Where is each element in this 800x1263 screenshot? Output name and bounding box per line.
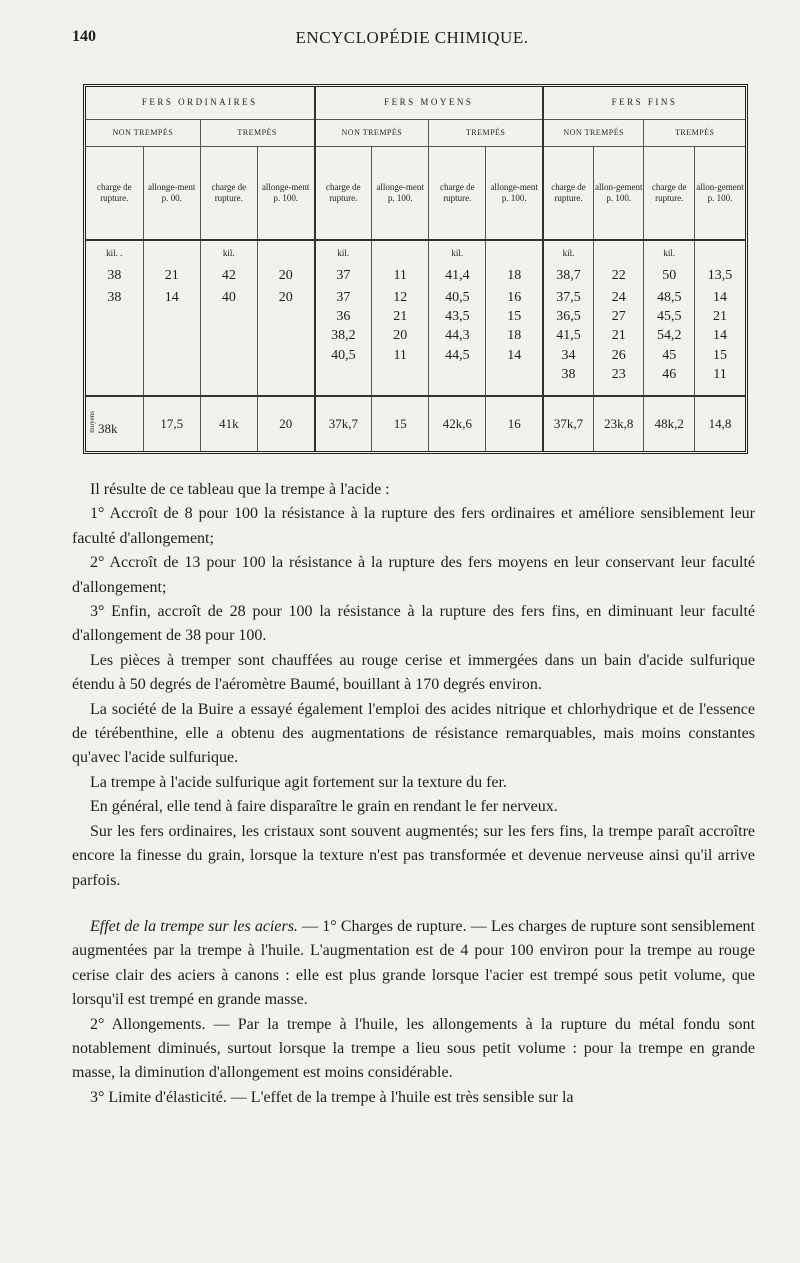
subgroup-header: NON TREMPÉS <box>315 120 429 147</box>
column-header: charge de rupture. <box>543 146 593 240</box>
unit-cell <box>486 240 543 265</box>
paragraph: Sur les fers ordinaires, les cristaux sont souvent augmentés; sur les fers fins, la trempe paraît accroître encore la finesse du grain, lorsque la texture n'est pas transformée et devenue nerveuse ainsi qu'il arrive parfois. <box>72 822 755 889</box>
paragraph: 3° Enfin, accroît de 28 pour 100 la résistance à la rupture des fers fins, en diminuant leur faculté d'allongement de 38 pour 100. <box>72 603 755 645</box>
average-cell: 41k <box>200 396 257 451</box>
table-cell: 48,5 <box>644 288 694 307</box>
table-cell: 40,5 <box>315 346 372 365</box>
average-cell: 14,8 <box>694 396 745 451</box>
table-cell <box>257 307 314 326</box>
table-cell: 27 <box>593 307 643 326</box>
unit-cell <box>372 240 429 265</box>
subgroup-header: NON TREMPÉS <box>86 120 200 147</box>
table-cell: 36 <box>315 307 372 326</box>
table-cell: 20 <box>257 288 314 307</box>
column-header: charge de rupture. <box>429 146 486 240</box>
page-number: 140 <box>72 28 96 45</box>
spacer-row <box>86 385 745 397</box>
table-cell: 41,4 <box>429 265 486 289</box>
paragraph: 1° Accroît de 8 pour 100 la résistance à la rupture des fers ordinaires et améliore sensiblement leur faculté d'allongement; <box>72 505 755 547</box>
column-header: allonge-ment p. 100. <box>486 146 543 240</box>
unit-cell <box>694 240 745 265</box>
paragraph: 2° Allongements. — Par la trempe à l'huile, les allongements à la rupture du métal fondu sont notablement diminués, surtout lorsque la trempe a lieu sous petit volume : pour la trempe en grande masse, la diminution d'allongement est moins considérable. <box>72 1015 755 1082</box>
table-cell: 40,5 <box>429 288 486 307</box>
subgroup-header: TREMPÉS <box>429 120 543 147</box>
table-cell: 45 <box>644 346 694 365</box>
table-row <box>86 288 745 307</box>
subgroup-header: NON TREMPÉS <box>543 120 644 147</box>
table-cell: 54,2 <box>644 327 694 346</box>
table-cell: 38 <box>543 365 593 384</box>
table-cell: 42 <box>200 265 257 289</box>
table-cell: 24 <box>593 288 643 307</box>
table-cell: 38 <box>107 289 122 305</box>
group-header: FERS MOYENS <box>315 87 544 120</box>
running-title: ENCYCLOPÉDIE CHIMIQUE. <box>295 28 529 47</box>
table-row <box>86 307 745 326</box>
table-cell: 43,5 <box>429 307 486 326</box>
table-cell: 14 <box>694 288 745 307</box>
unit-cell: kil. . <box>106 247 123 258</box>
table-cell <box>257 346 314 365</box>
table-cell <box>257 365 314 384</box>
table-row <box>86 265 745 289</box>
table-cell <box>86 307 143 326</box>
table-cell: 46 <box>644 365 694 384</box>
table-row <box>86 346 745 365</box>
table-cell <box>143 327 200 346</box>
column-header-row <box>86 146 745 240</box>
table-cell: 11 <box>694 365 745 384</box>
table-cell: 21 <box>372 307 429 326</box>
unit-cell: kil. <box>644 240 694 265</box>
table-cell: 50 <box>644 265 694 289</box>
paragraph: La trempe à l'acide sulfurique agit fortement sur la texture du fer. <box>90 773 507 791</box>
table-cell: 14 <box>486 346 543 365</box>
table-cell <box>429 365 486 384</box>
table-cell: 36,5 <box>543 307 593 326</box>
table-cell <box>143 365 200 384</box>
table-cell: 44,5 <box>429 346 486 365</box>
table-cell: 44,3 <box>429 327 486 346</box>
column-header: allonge-ment p. 100. <box>372 146 429 240</box>
table-cell <box>86 346 143 365</box>
table-cell: 38,7 <box>543 265 593 289</box>
table-cell <box>486 365 543 384</box>
column-header: charge de rupture. <box>200 146 257 240</box>
table-cell: 34 <box>543 346 593 365</box>
table-cell: 20 <box>372 327 429 346</box>
table-cell: 26 <box>593 346 643 365</box>
table-cell <box>315 365 372 384</box>
table-row <box>86 327 745 346</box>
table-cell <box>143 346 200 365</box>
table-cell: 15 <box>694 346 745 365</box>
table-cell: 18 <box>486 265 543 289</box>
table-cell: 21 <box>694 307 745 326</box>
table-cell: 38 <box>107 268 122 284</box>
paragraph: 2° Accroît de 13 pour 100 la résistance à la rupture des fers moyens en leur conservant leur faculté d'allongement; <box>72 554 755 596</box>
table-cell <box>257 327 314 346</box>
data-table <box>83 84 748 454</box>
table-cell: 22 <box>593 265 643 289</box>
section-title: Effet de la trempe sur les aciers. <box>90 917 298 935</box>
column-header: allon-gement p. 100. <box>694 146 745 240</box>
unit-cell <box>143 240 200 265</box>
average-cell: 42k,6 <box>429 396 486 451</box>
subgroup-header-row <box>86 120 745 147</box>
table-cell: 20 <box>257 265 314 289</box>
column-header: allon-gement p. 100. <box>593 146 643 240</box>
average-cell: 38k <box>98 421 118 437</box>
table-cell <box>86 365 143 384</box>
table-cell: 12 <box>372 288 429 307</box>
column-header: charge de rupture. <box>315 146 372 240</box>
table-cell <box>200 365 257 384</box>
body-text <box>72 478 755 1110</box>
average-cell: 48k,2 <box>644 396 694 451</box>
average-cell: 15 <box>372 396 429 451</box>
unit-cell: kil. <box>200 240 257 265</box>
paragraph: En général, elle tend à faire disparaître le grain en rendant le fer nerveux. <box>90 798 558 816</box>
paragraph: Il résulte de ce tableau que la trempe à l'acide : <box>90 481 390 498</box>
group-header-row <box>86 87 745 120</box>
group-header: FERS ORDINAIRES <box>86 87 315 120</box>
table-row <box>86 365 745 384</box>
paragraph: 3° Limite d'élasticité. — L'effet de la trempe à l'huile est très sensible sur la <box>90 1088 574 1106</box>
subgroup-header: TREMPÉS <box>200 120 314 147</box>
table-cell <box>200 327 257 346</box>
table-cell: 37,5 <box>543 288 593 307</box>
paragraph: La société de la Buire a essayé également l'emploi des acides nitrique et chlorhydrique et de l'essence de térébenthine, elle a obtenu des augmentations de résistance remarquables, mais moins constantes qu'avec l'acide sulfurique. <box>72 700 755 767</box>
unit-cell <box>593 240 643 265</box>
table-cell: 21 <box>593 327 643 346</box>
group-header: FERS FINS <box>543 87 745 120</box>
average-row <box>86 396 745 451</box>
table-cell: 13,5 <box>694 265 745 289</box>
table-cell: 37 <box>315 288 372 307</box>
page-header <box>72 28 752 52</box>
table-cell: 45,5 <box>644 307 694 326</box>
table-cell: 11 <box>372 346 429 365</box>
table-cell <box>200 346 257 365</box>
subgroup-header: TREMPÉS <box>644 120 745 147</box>
column-header: charge de rupture. <box>86 146 143 240</box>
table-cell: 21 <box>143 265 200 289</box>
table-cell: 14 <box>143 288 200 307</box>
table-cell: 11 <box>372 265 429 289</box>
average-cell: 23k,8 <box>593 396 643 451</box>
paragraph <box>72 915 755 1013</box>
unit-cell: kil. <box>429 240 486 265</box>
column-header: allonge-ment p. 00. <box>143 146 200 240</box>
column-header: charge de rupture. <box>644 146 694 240</box>
table-cell: 23 <box>593 365 643 384</box>
unit-row <box>86 240 745 265</box>
table-cell: 15 <box>486 307 543 326</box>
table-cell: 40 <box>200 288 257 307</box>
table-cell: 18 <box>486 327 543 346</box>
paragraph-text: — 1° Charges de rupture. — Les charges de rupture sont sensiblement augmentées par la trempe à l'huile. L'augmentation est de 4 pour 100 environ pour la trempe au rouge cerise clair des aciers à canons : elle est plus grande lorsque l'acier est trempé sous petit volume, que lorsqu'il est trempé en grande masse. <box>72 917 756 1009</box>
average-label: moyens <box>88 411 96 434</box>
table-cell <box>372 365 429 384</box>
average-cell: 37k,7 <box>543 396 593 451</box>
paragraph: Les pièces à tremper sont chauffées au rouge cerise et immergées dans un bain d'acide sulfurique étendu à 50 degrés de l'aéromètre Baumé, bouillant à 170 degrés environ. <box>72 651 755 694</box>
column-header: allonge-ment p. 100. <box>257 146 314 240</box>
table-cell: 14 <box>694 327 745 346</box>
table-cell: 41,5 <box>543 327 593 346</box>
unit-cell <box>257 240 314 265</box>
average-cell: 17,5 <box>143 396 200 451</box>
average-cell: 16 <box>486 396 543 451</box>
unit-cell: kil. <box>543 240 593 265</box>
table-cell <box>143 307 200 326</box>
unit-cell: kil. <box>315 240 372 265</box>
table-cell <box>86 327 143 346</box>
table-cell: 37 <box>315 265 372 289</box>
table-cell: 16 <box>486 288 543 307</box>
table-cell: 38,2 <box>315 327 372 346</box>
average-cell: 37k,7 <box>315 396 372 451</box>
average-cell: 20 <box>257 396 314 451</box>
table-cell <box>200 307 257 326</box>
